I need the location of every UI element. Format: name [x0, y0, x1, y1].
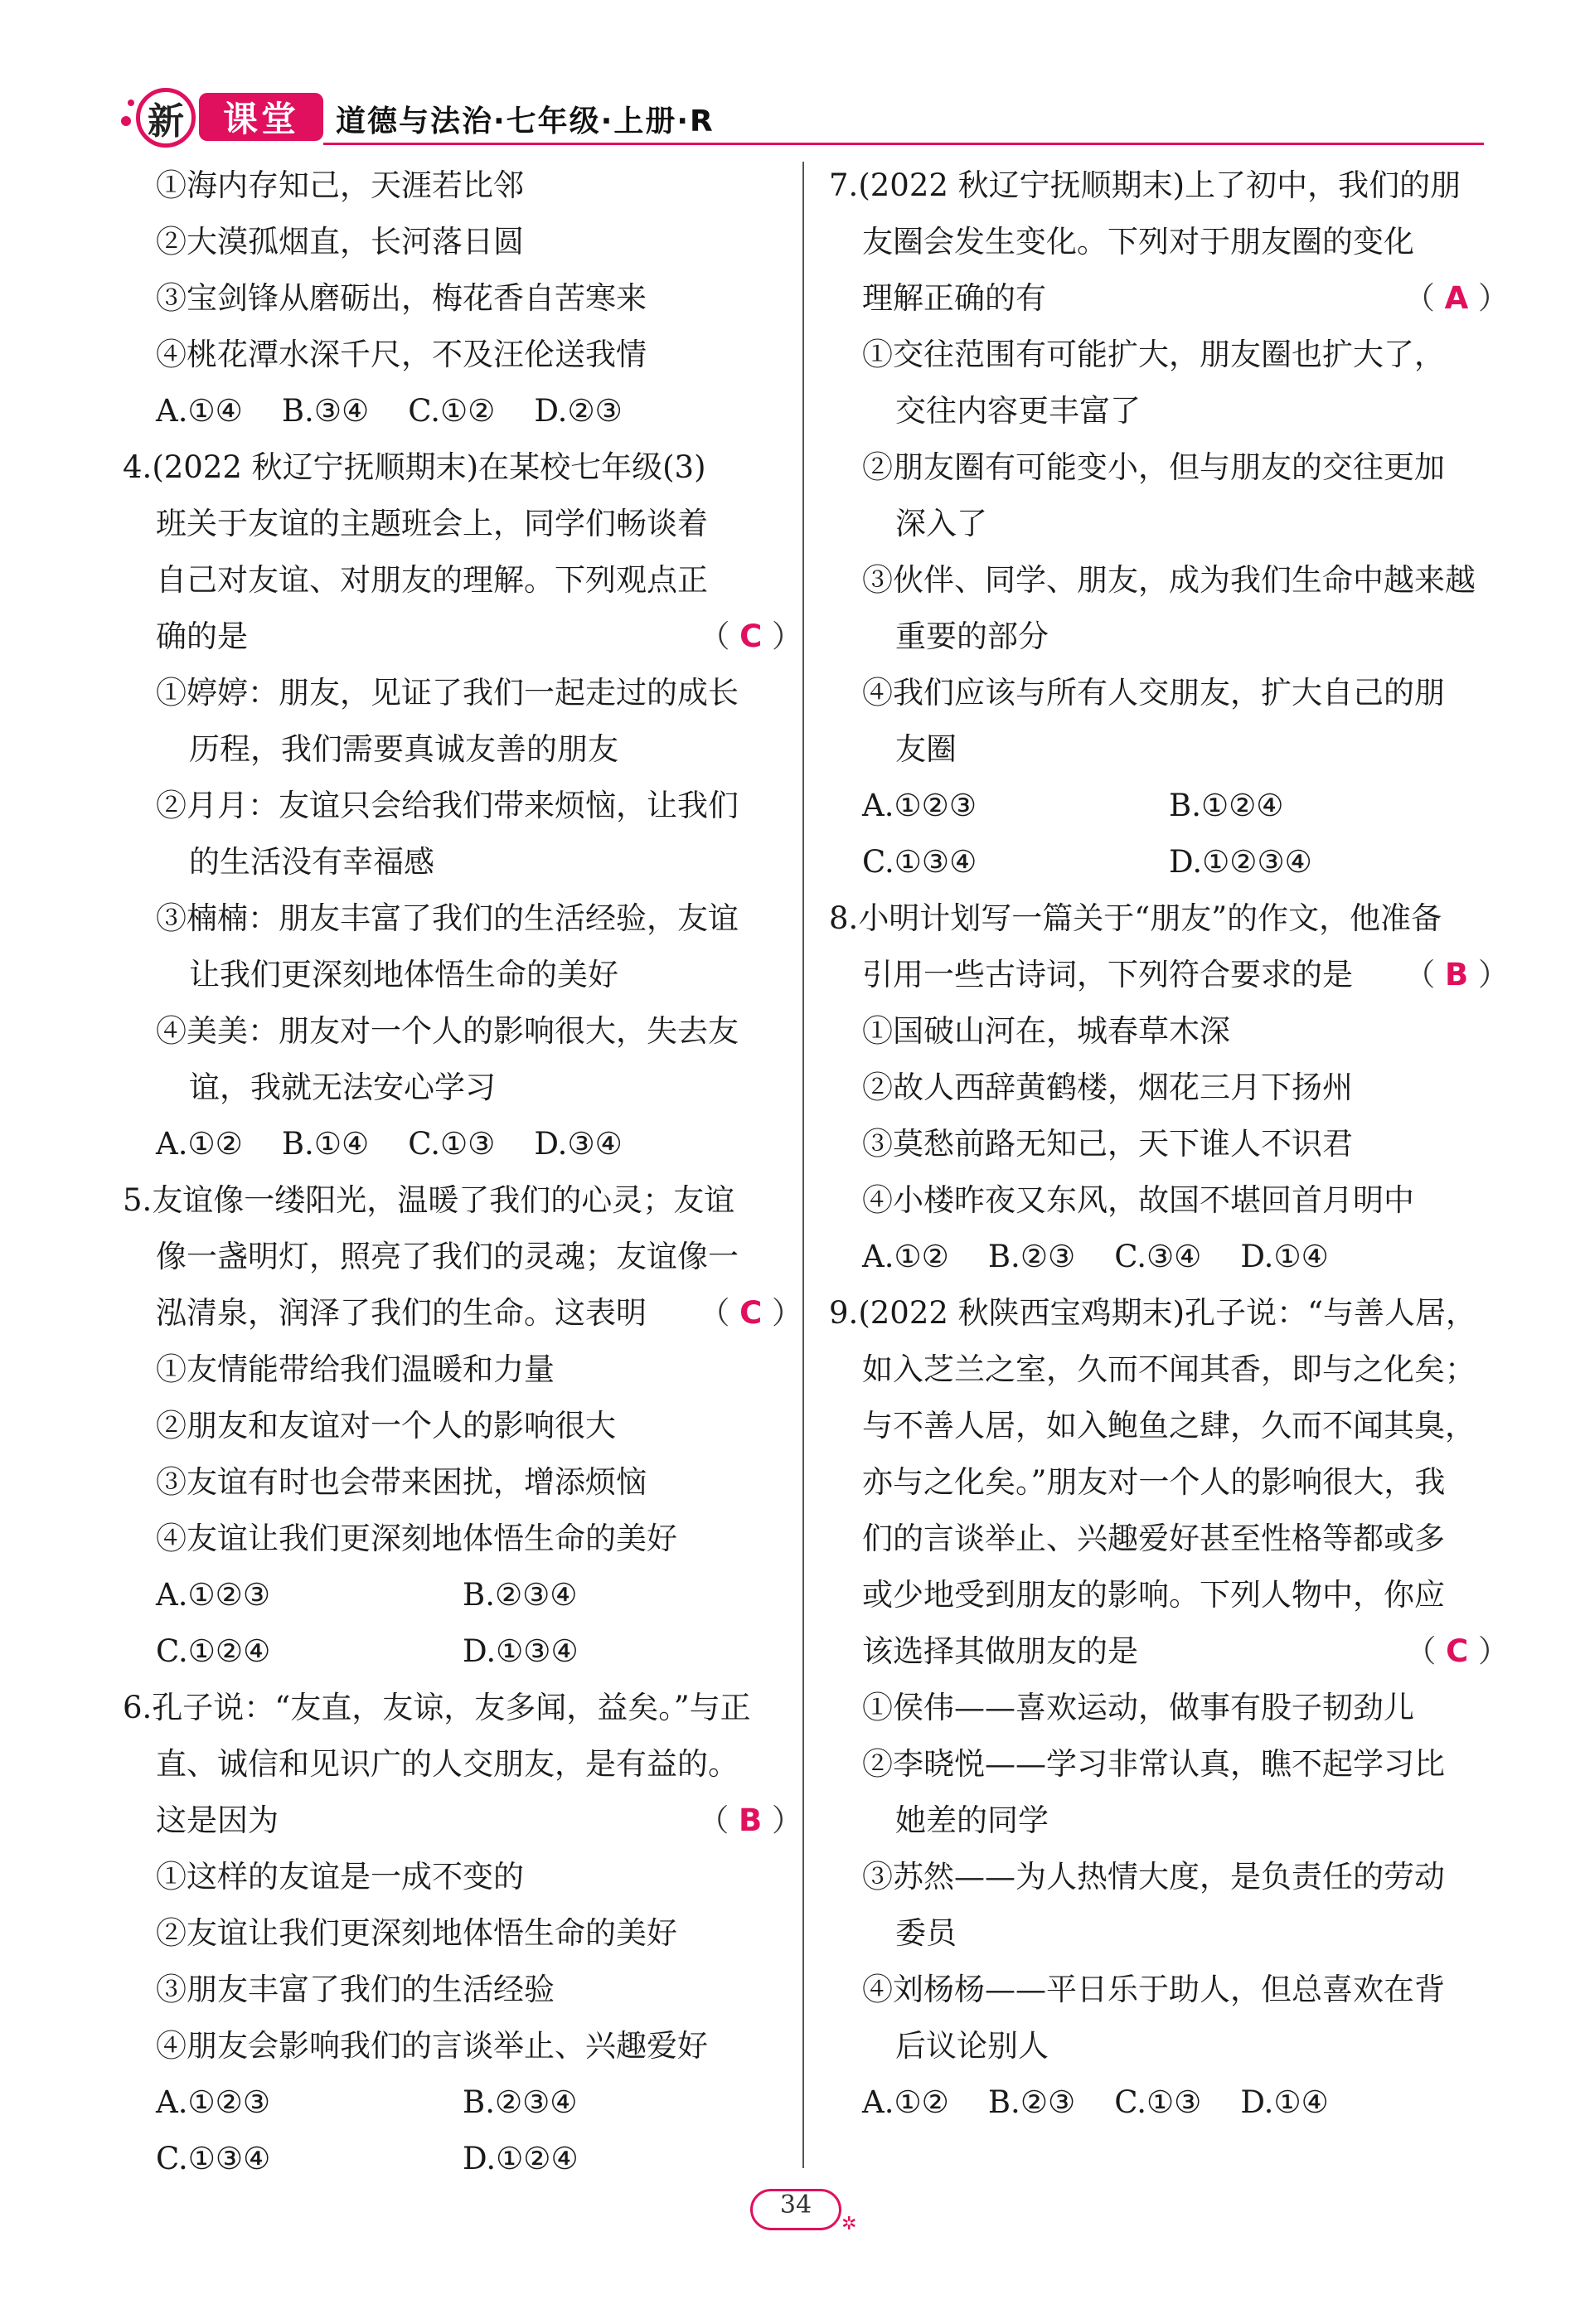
answer-bracket: （ B ）: [698, 1802, 802, 1838]
choice: B.①②④: [1169, 788, 1284, 823]
question-stem: 引用一些古诗词，下列符合要求的是: [862, 957, 1353, 992]
option: ②李晓悦——学习非常认真，瞧不起学习比 她差的同学: [862, 1746, 1445, 1838]
answer-choices: A.①② B.②③ C.③④ D.①④: [862, 1239, 1329, 1274]
answer-choices: [123, 1567, 802, 1680]
question-stem: 亦与之化矣。”朋友对一个人的影响很大，我: [862, 1464, 1446, 1500]
option: ①交往范围有可能扩大，朋友圈也扩大了， 交往内容更丰富了: [862, 337, 1445, 429]
answer-choices: [123, 2074, 802, 2187]
question-number: 6.: [123, 1690, 153, 1725]
option: ①这样的友谊是一成不变的: [156, 1859, 524, 1895]
option: ③伙伴、同学、朋友，成为我们生命中越来越 重要的部分: [862, 562, 1476, 654]
answer-letter: C: [739, 1295, 763, 1331]
choice: A.①②③: [156, 1577, 270, 1613]
brand-logo: [116, 83, 332, 149]
option: ②大漠孤烟直，长河落日圆: [156, 224, 524, 260]
option: ④美美：朋友对一个人的影响很大，失去友 谊，我就无法安心学习: [156, 1013, 739, 1105]
question-stem: (2022 秋辽宁抚顺期末)上了初中，我们的朋: [858, 167, 1461, 203]
choice: B.②③④: [463, 1577, 578, 1613]
question-stem: 班关于友谊的主题班会上，同学们畅谈着: [156, 506, 708, 541]
question-stem: 这是因为: [156, 1802, 279, 1838]
left-column: [123, 158, 802, 2187]
question-stem: 理解正确的有: [862, 280, 1046, 316]
header-rule: [323, 143, 1484, 145]
question-8: [829, 890, 1509, 1285]
question-stem: 自己对友谊、对朋友的理解。下列观点正: [156, 562, 708, 598]
question-stem: (2022 秋陕西宝鸡期末)孔子说：“与善人居，: [858, 1295, 1477, 1331]
answer-bracket: （ C ）: [699, 1295, 802, 1331]
choice: C.①②④: [156, 1633, 271, 1669]
choice: D.①③④: [463, 1633, 579, 1669]
option: ③莫愁前路无知己，天下谁人不识君: [862, 1126, 1353, 1162]
answer-choices: A.①② B.②③ C.①③ D.①④: [862, 2084, 1329, 2120]
question-stem: 友谊像一缕阳光，温暖了我们的心灵；友谊: [152, 1182, 735, 1218]
option: ④友谊让我们更深刻地体悟生命的美好: [156, 1521, 677, 1556]
option: ②朋友圈有可能变小，但与朋友的交往更加 深入了: [862, 449, 1445, 541]
option: ③苏然——为人热情大度，是负责任的劳动 委员: [862, 1859, 1445, 1951]
option: ④刘杨杨——平日乐于助人，但总喜欢在背 后议论别人: [862, 1972, 1445, 2064]
question-stem: 确的是: [156, 619, 248, 654]
answer-bracket: （ C ）: [1405, 1633, 1509, 1669]
answer-letter: B: [739, 1802, 763, 1838]
page-number-text: 34: [779, 2191, 812, 2220]
answer-letter: C: [1446, 1633, 1469, 1669]
subject-title: 道德与法治·七年级·上册·R: [336, 104, 715, 138]
right-column: [829, 158, 1509, 2131]
question-stem: 直、诚信和见识广的人交朋友，是有益的。: [156, 1746, 739, 1782]
option: ④我们应该与所有人交朋友，扩大自己的朋 友圈: [862, 675, 1445, 767]
answer-letter: B: [1445, 957, 1469, 992]
logo-xin: 新: [136, 88, 196, 148]
question-stem: 泓清泉，润泽了我们的生命。这表明: [156, 1295, 647, 1331]
option: ①友情能带给我们温暖和力量: [156, 1351, 555, 1387]
question-3-continued: [123, 158, 802, 439]
page-header: [116, 83, 1484, 149]
question-stem: 友圈会发生变化。下列对于朋友圈的变化: [862, 224, 1414, 260]
option: ①婷婷：朋友，见证了我们一起走过的成长 历程，我们需要真诚友善的朋友: [156, 675, 739, 767]
question-stem: 如入芝兰之室，久而不闻其香，即与之化矣；: [862, 1351, 1476, 1387]
logo-dot: [128, 99, 134, 106]
option: ③宝剑锋从磨砺出，梅花香自苦寒来: [156, 280, 647, 316]
choice: C.①③④: [862, 844, 977, 880]
logo-dot: [121, 116, 131, 126]
question-stem: 们的言谈举止、兴趣爱好甚至性格等都或多: [862, 1521, 1445, 1556]
answer-letter: C: [739, 619, 763, 654]
question-number: 7.: [829, 167, 859, 203]
option: ②朋友和友谊对一个人的影响很大: [156, 1408, 616, 1443]
option: ②友谊让我们更深刻地体悟生命的美好: [156, 1915, 677, 1951]
answer-bracket: （ B ）: [1404, 957, 1509, 992]
question-stem: 该选择其做朋友的是: [862, 1633, 1138, 1669]
answer-choices: [829, 778, 1509, 890]
answer-choices: A.①② B.①④ C.①③ D.③④: [156, 1126, 623, 1162]
choice: C.①③④: [156, 2141, 271, 2176]
question-stem: 孔子说：“友直，友谅，友多闻，益矣。”与正: [152, 1690, 751, 1725]
question-stem: 小明计划写一篇关于“朋友”的作文，他准备: [858, 900, 1442, 936]
option: ③朋友丰富了我们的生活经验: [156, 1972, 555, 2007]
option: ①海内存知己，天涯若比邻: [156, 167, 524, 203]
answer-bracket: （ A ）: [1403, 280, 1509, 316]
question-number: 5.: [123, 1182, 153, 1218]
question-5: [123, 1172, 802, 1680]
option: ③楠楠：朋友丰富了我们的生活经验，友谊 让我们更深刻地体悟生命的美好: [156, 900, 739, 992]
question-stem: 像一盏明灯，照亮了我们的灵魂；友谊像一: [156, 1239, 739, 1274]
choice: D.①②③④: [1169, 844, 1312, 880]
page-number: [750, 2189, 857, 2234]
option: ①侯伟——喜欢运动，做事有股子韧劲儿: [862, 1690, 1414, 1725]
option: ②故人西辞黄鹤楼，烟花三月下扬州: [862, 1070, 1353, 1105]
column-divider: [802, 162, 804, 2168]
choice: A.①②③: [156, 2084, 270, 2120]
answer-bracket: （ C ）: [699, 619, 802, 654]
question-4: [123, 439, 802, 1172]
option: ②月月：友谊只会给我们带来烦恼，让我们 的生活没有幸福感: [156, 788, 739, 880]
question-9: [829, 1285, 1509, 2131]
question-number: 8.: [829, 900, 859, 936]
choice: B.②③④: [463, 2084, 578, 2120]
option: ③友谊有时也会带来困扰，增添烦恼: [156, 1464, 647, 1500]
logo-ketang: 课堂: [199, 93, 323, 141]
question-number: 4.: [123, 449, 153, 485]
choice: D.①②④: [463, 2141, 579, 2176]
question-6: [123, 1680, 802, 2187]
question-stem: 或少地受到朋友的影响。下列人物中，你应: [862, 1577, 1445, 1613]
question-stem: 与不善人居，如入鲍鱼之肆，久而不闻其臭，: [862, 1408, 1476, 1443]
option: ④小楼昨夜又东风，故国不堪回首月明中: [862, 1182, 1414, 1218]
option: ④桃花潭水深千尺，不及汪伦送我情: [156, 337, 647, 372]
answer-letter: A: [1444, 280, 1469, 316]
option: ①国破山河在，城春草木深: [862, 1013, 1230, 1049]
question-stem: (2022 秋辽宁抚顺期末)在某校七年级(3): [152, 449, 706, 485]
star-icon: ✲: [841, 2214, 857, 2234]
choice: A.①②③: [862, 788, 977, 823]
option: ④朋友会影响我们的言谈举止、兴趣爱好: [156, 2028, 708, 2064]
answer-choices: A.①④ B.③④ C.①② D.②③: [156, 393, 623, 429]
question-7: [829, 158, 1509, 890]
question-number: 9.: [829, 1295, 859, 1331]
